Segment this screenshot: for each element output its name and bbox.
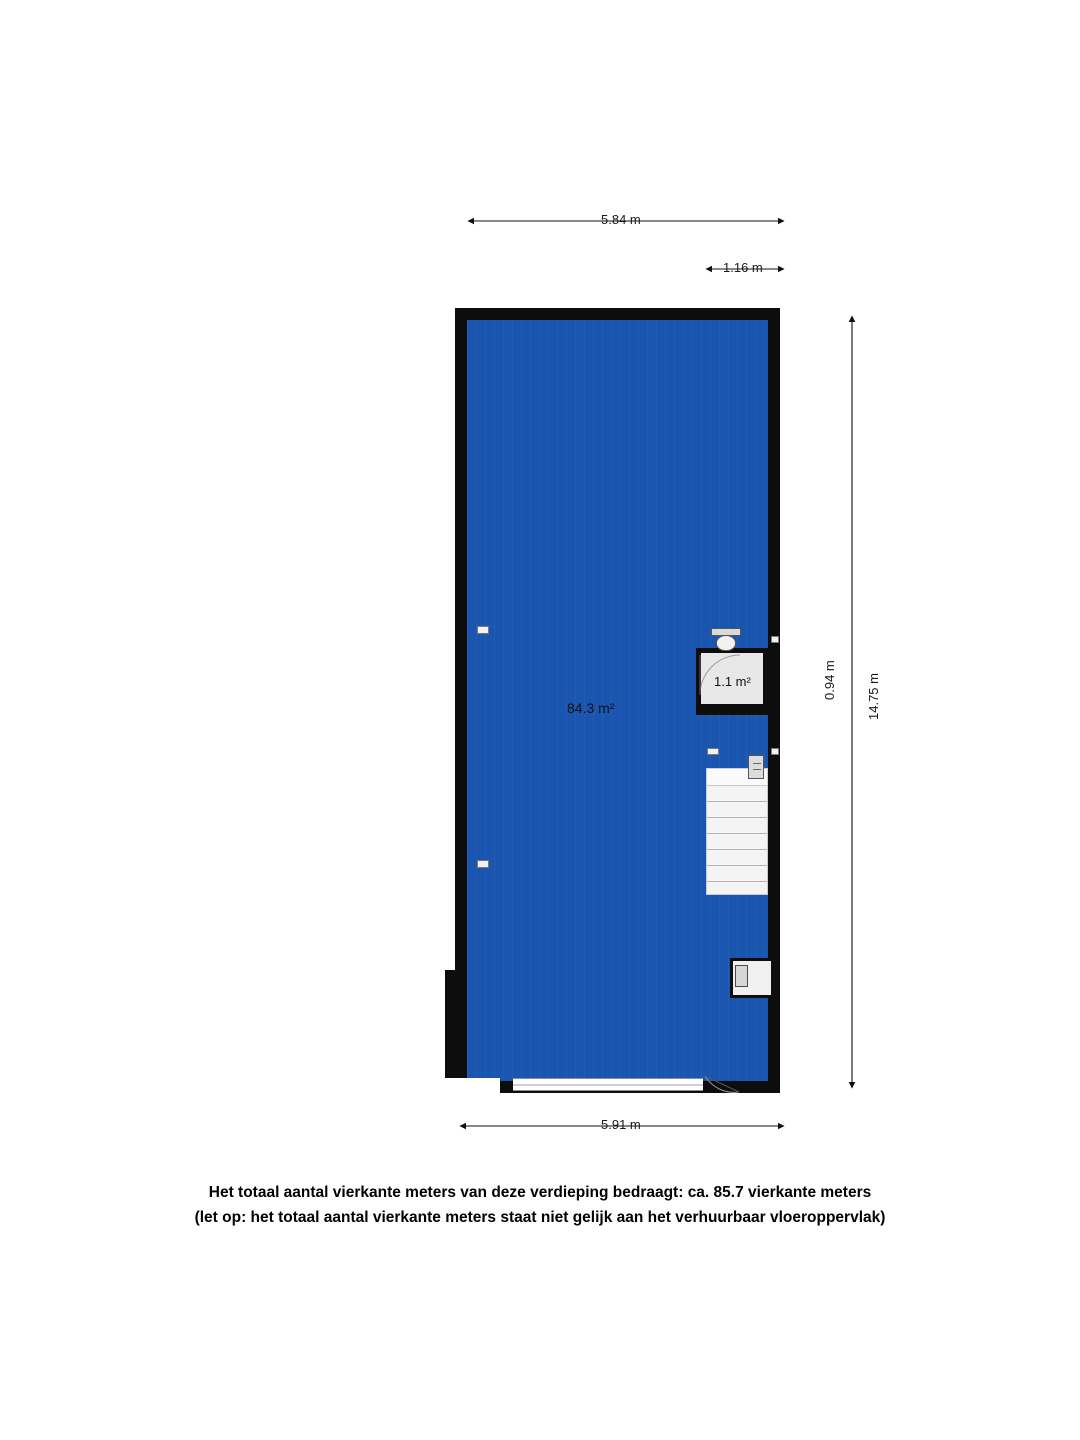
floor-area-caption (0, 1180, 1080, 1230)
wall-bumpout-left (445, 970, 467, 1093)
window-left-lower (477, 860, 489, 868)
toilet-icon (711, 628, 741, 652)
meter-cupboard-icon (748, 755, 764, 779)
opening-right-upper (707, 748, 719, 755)
front-door-swing-icon (703, 1074, 743, 1094)
opening-right-lower (771, 748, 779, 755)
dimension-right-total: 14.75 m (866, 673, 881, 720)
staircase (706, 785, 768, 895)
utility-fixture-icon (735, 965, 748, 987)
dimension-right-inner: 0.94 m (822, 660, 837, 700)
dimension-top-width: 5.84 m (601, 212, 641, 227)
caption-line-2: (let op: het totaal aantal vierkante meters staat niet gelijk aan het verhuurbaar vloeroppervlak) (194, 1209, 886, 1226)
dimension-top-small: 1.16 m (723, 260, 763, 275)
window-left-upper (477, 626, 489, 634)
utility-closet (730, 958, 774, 998)
main-area-label: 84.3 m² (567, 700, 615, 716)
wall-notch-bottom-left (445, 1078, 500, 1093)
utility-closet-floor (733, 961, 771, 995)
caption-line-1: Het totaal aantal vierkante meters van deze verdieping bedraagt: ca. 85.7 vierkante meters (208, 1184, 872, 1201)
toilet-bowl (716, 635, 736, 651)
floor-plan-drawing (455, 308, 780, 1093)
wc-area-label: 1.1 m² (714, 674, 751, 689)
opening-right-wc (771, 636, 779, 643)
dimension-bottom-width: 5.91 m (601, 1117, 641, 1132)
front-window (513, 1078, 703, 1091)
